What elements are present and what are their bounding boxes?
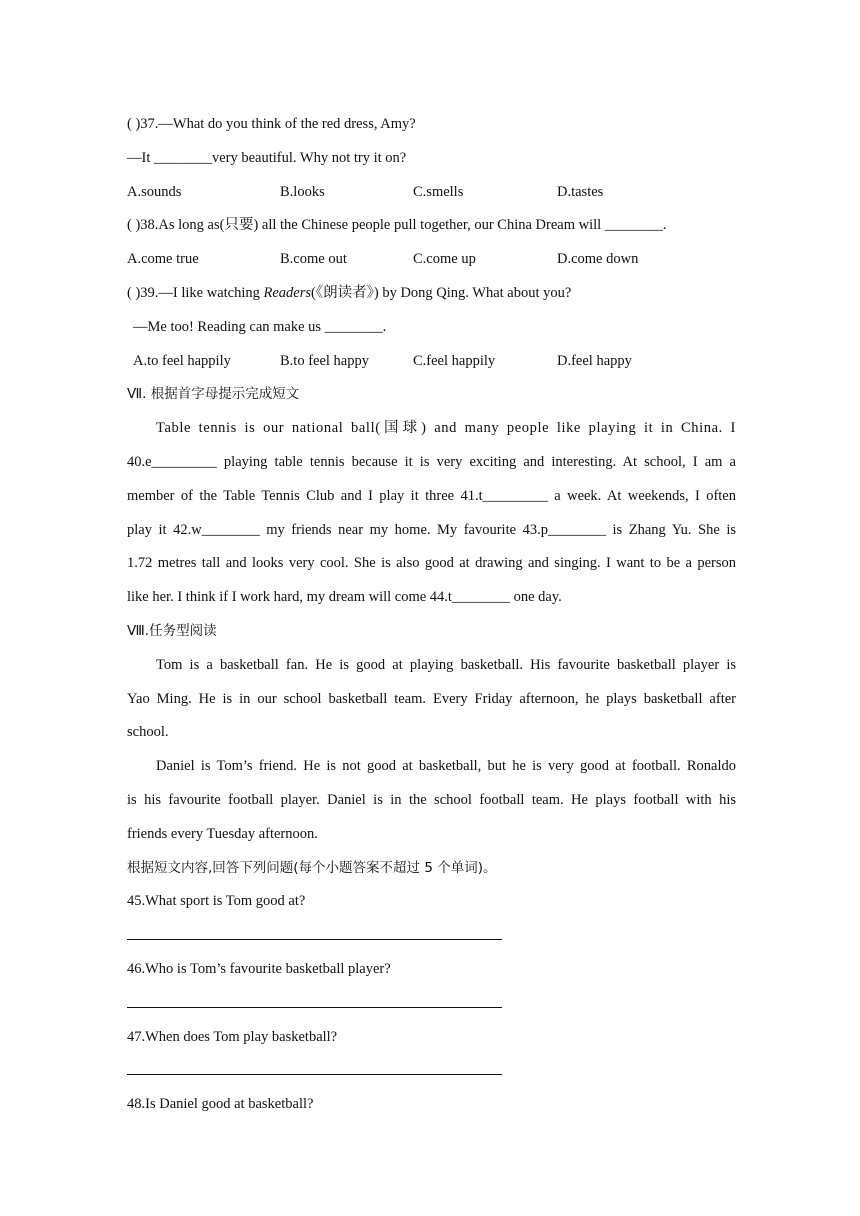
question-37-options — [127, 176, 736, 210]
passage-line: friends every Tuesday afternoon. — [127, 825, 318, 842]
question-39-reply: —Me too! Reading can make us ________. — [133, 318, 387, 335]
passage-line: school. — [127, 724, 169, 741]
answer-line-47[interactable] — [127, 1054, 736, 1088]
section-8-heading: Ⅷ.任务型阅读 — [127, 622, 217, 639]
question-39-options — [127, 345, 736, 379]
passage-line: is his favourite football player. Daniel is in the school football team. He plays football with his — [127, 791, 736, 808]
question-39-stem-post: (《朗读者》) by Dong Qing. What about you? — [311, 284, 572, 301]
question-39-stem-pre: ( )39.—I like watching — [127, 284, 264, 301]
answer-line-46[interactable] — [127, 987, 736, 1021]
section-7-line: play it 42.w________ my friends near my home. My favourite 43.p________ is Zhang Yu. She is — [127, 521, 736, 538]
passage-line: Tom is a basketball fan. He is good at playing basketball. His favourite basketball player is — [156, 656, 736, 673]
question-48: 48.Is Daniel good at basketball? — [127, 1096, 314, 1113]
passage-line: Daniel is Tom’s friend. He is not good at basketball, but he is very good at football. Ronaldo — [156, 758, 736, 775]
question-45: 45.What sport is Tom good at? — [127, 893, 306, 910]
passage-line: Yao Ming. He is in our school basketball team. Every Friday afternoon, he plays basketball after — [127, 690, 736, 707]
answer-rule — [127, 939, 502, 940]
question-46: 46.Who is Tom’s favourite basketball player? — [127, 960, 391, 977]
option-b: B.come out — [280, 251, 347, 268]
question-37-reply: —It ________very beautiful. Why not try it on? — [127, 149, 407, 166]
question-38-options — [127, 243, 736, 277]
option-c: C.feel happily — [413, 352, 496, 369]
section-7-line: Table tennis is our national ball(国球) and many people like playing it in China. I — [156, 420, 736, 437]
option-d: D.feel happy — [557, 352, 632, 369]
option-a: A.come true — [127, 251, 199, 268]
option-d: D.come down — [557, 251, 639, 268]
answer-line-45[interactable] — [127, 919, 736, 953]
option-d: D.tastes — [557, 183, 604, 200]
section-8-instruction: 根据短文内容,回答下列问题(每个小题答案不超过 5 个单词)。 — [127, 859, 497, 876]
answer-rule — [127, 1007, 502, 1008]
option-a: A.sounds — [127, 183, 182, 200]
question-38-stem: ( )38.As long as(只要) all the Chinese people pull together, our China Dream will ________. — [127, 217, 667, 234]
section-7-line: 40.e_________ playing table tennis because it is very exciting and interesting. At school, I am a — [127, 453, 736, 470]
section-7-heading: Ⅶ. 根据首字母提示完成短文 — [127, 386, 300, 403]
option-c: C.come up — [413, 251, 476, 268]
section-7-line: member of the Table Tennis Club and I play it three 41.t_________ a week. At weekends, I often — [127, 487, 736, 504]
option-b: B.to feel happy — [280, 352, 369, 369]
question-37-stem: ( )37.—What do you think of the red dress, Amy? — [127, 116, 416, 132]
option-c: C.smells — [413, 183, 464, 200]
question-39-stem — [127, 277, 736, 311]
section-7-line: like her. I think if I work hard, my dream will come 44.t________ one day. — [127, 589, 562, 606]
question-47: 47.When does Tom play basketball? — [127, 1028, 338, 1045]
question-39-stem-italic: Readers — [263, 284, 312, 301]
option-b: B.looks — [280, 183, 325, 200]
section-7-line: 1.72 metres tall and looks very cool. She is also good at drawing and singing. I want to be a person — [127, 555, 736, 572]
worksheet-page — [127, 108, 736, 1122]
answer-rule — [127, 1074, 502, 1075]
option-a: A.to feel happily — [133, 352, 231, 369]
